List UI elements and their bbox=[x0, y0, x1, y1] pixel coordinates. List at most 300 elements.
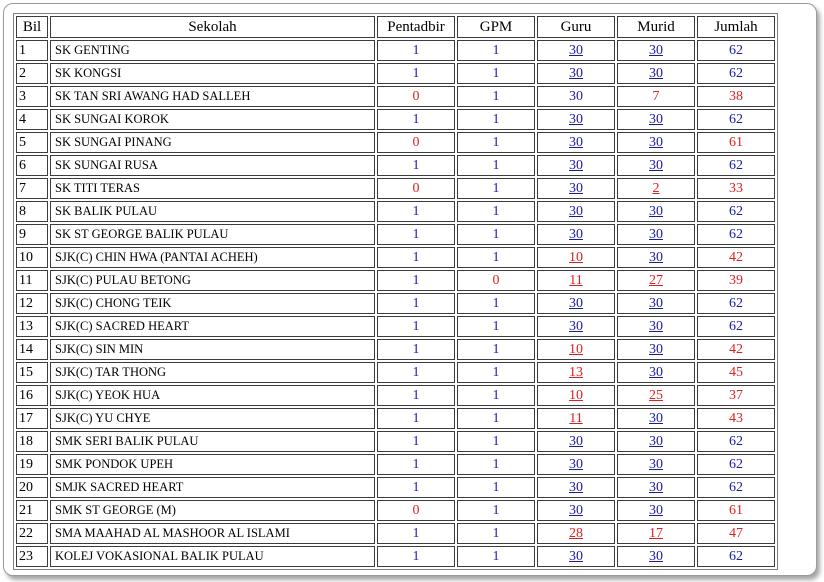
guru-cell bbox=[537, 201, 615, 222]
jumlah-count: 62 bbox=[729, 66, 743, 81]
school-name: SJK(C) CHONG TEIK bbox=[50, 293, 375, 314]
table-row bbox=[16, 86, 775, 107]
jumlah-count: 33 bbox=[729, 181, 743, 196]
pentadbir-count: 1 bbox=[412, 526, 420, 541]
pentadbir-cell bbox=[377, 339, 455, 360]
pentadbir-count: 0 bbox=[412, 135, 420, 150]
murid-cell bbox=[617, 454, 695, 475]
guru-cell bbox=[537, 63, 615, 84]
gpm-cell bbox=[457, 408, 535, 429]
table-row bbox=[16, 247, 775, 268]
guru-count-link[interactable]: 30 bbox=[569, 204, 583, 219]
jumlah-cell bbox=[697, 477, 775, 498]
school-name: SMK ST GEORGE (M) bbox=[50, 500, 375, 521]
row-number: 6 bbox=[16, 155, 48, 176]
gpm-count: 1 bbox=[492, 43, 500, 58]
murid-cell bbox=[617, 339, 695, 360]
gpm-count: 1 bbox=[492, 296, 500, 311]
school-name: SK SUNGAI RUSA bbox=[50, 155, 375, 176]
school-name: SK BALIK PULAU bbox=[50, 201, 375, 222]
pentadbir-count: 1 bbox=[412, 250, 420, 265]
pentadbir-count: 1 bbox=[412, 43, 420, 58]
guru-cell bbox=[537, 362, 615, 383]
gpm-cell bbox=[457, 270, 535, 291]
table-row bbox=[16, 293, 775, 314]
gpm-cell bbox=[457, 339, 535, 360]
jumlah-count: 61 bbox=[729, 503, 743, 518]
school-name: SJK(C) SIN MIN bbox=[50, 339, 375, 360]
table-row bbox=[16, 132, 775, 153]
gpm-cell bbox=[457, 362, 535, 383]
pentadbir-count: 1 bbox=[412, 480, 420, 495]
table-row bbox=[16, 408, 775, 429]
murid-cell bbox=[617, 63, 695, 84]
guru-count-link[interactable]: 28 bbox=[569, 526, 583, 541]
murid-cell bbox=[617, 109, 695, 130]
guru-count-link[interactable]: 30 bbox=[569, 503, 583, 518]
school-name: SK TITI TERAS bbox=[50, 178, 375, 199]
row-number: 1 bbox=[16, 40, 48, 61]
gpm-count: 1 bbox=[492, 181, 500, 196]
pentadbir-count: 1 bbox=[412, 388, 420, 403]
guru-cell bbox=[537, 546, 615, 567]
pentadbir-count: 1 bbox=[412, 411, 420, 426]
table-row bbox=[16, 454, 775, 475]
murid-cell bbox=[617, 201, 695, 222]
school-name: SJK(C) PULAU BETONG bbox=[50, 270, 375, 291]
pentadbir-count: 1 bbox=[412, 296, 420, 311]
murid-count-link[interactable]: 30 bbox=[649, 135, 663, 150]
guru-count-link[interactable]: 30 bbox=[569, 434, 583, 449]
pentadbir-cell bbox=[377, 224, 455, 245]
guru-count-link[interactable]: 30 bbox=[569, 135, 583, 150]
jumlah-count: 62 bbox=[729, 434, 743, 449]
jumlah-cell bbox=[697, 155, 775, 176]
jumlah-cell bbox=[697, 316, 775, 337]
school-name: SJK(C) YEOK HUA bbox=[50, 385, 375, 406]
school-name: KOLEJ VOKASIONAL BALIK PULAU bbox=[50, 546, 375, 567]
gpm-cell bbox=[457, 523, 535, 544]
header-guru: Guru bbox=[537, 16, 615, 38]
murid-count-link[interactable]: 30 bbox=[649, 503, 663, 518]
gpm-count: 1 bbox=[492, 250, 500, 265]
gpm-cell bbox=[457, 293, 535, 314]
pentadbir-cell bbox=[377, 523, 455, 544]
row-number: 17 bbox=[16, 408, 48, 429]
murid-cell bbox=[617, 40, 695, 61]
murid-cell bbox=[617, 316, 695, 337]
row-number: 8 bbox=[16, 201, 48, 222]
murid-cell bbox=[617, 224, 695, 245]
gpm-count: 1 bbox=[492, 227, 500, 242]
guru-count-link[interactable]: 13 bbox=[569, 365, 583, 380]
row-number: 10 bbox=[16, 247, 48, 268]
guru-cell bbox=[537, 408, 615, 429]
pentadbir-cell bbox=[377, 201, 455, 222]
murid-count-link[interactable]: 30 bbox=[649, 296, 663, 311]
jumlah-cell bbox=[697, 546, 775, 567]
jumlah-count: 43 bbox=[729, 411, 743, 426]
pentadbir-count: 1 bbox=[412, 112, 420, 127]
table-row bbox=[16, 431, 775, 452]
pentadbir-cell bbox=[377, 109, 455, 130]
gpm-cell bbox=[457, 132, 535, 153]
guru-count-link[interactable]: 30 bbox=[569, 296, 583, 311]
jumlah-cell bbox=[697, 339, 775, 360]
guru-count-link[interactable]: 11 bbox=[569, 411, 583, 426]
row-number: 21 bbox=[16, 500, 48, 521]
murid-count-link[interactable]: 2 bbox=[652, 181, 660, 196]
gpm-cell bbox=[457, 431, 535, 452]
header-row bbox=[16, 16, 775, 38]
murid-cell bbox=[617, 178, 695, 199]
gpm-cell bbox=[457, 454, 535, 475]
murid-count-link[interactable]: 30 bbox=[649, 342, 663, 357]
guru-cell bbox=[537, 454, 615, 475]
murid-cell bbox=[617, 431, 695, 452]
pentadbir-count: 1 bbox=[412, 365, 420, 380]
row-number: 14 bbox=[16, 339, 48, 360]
guru-count-link[interactable]: 11 bbox=[569, 273, 583, 288]
pentadbir-count: 1 bbox=[412, 273, 420, 288]
row-number: 15 bbox=[16, 362, 48, 383]
murid-cell bbox=[617, 362, 695, 383]
murid-count-link[interactable]: 30 bbox=[649, 434, 663, 449]
guru-cell bbox=[537, 500, 615, 521]
table-row bbox=[16, 109, 775, 130]
jumlah-count: 62 bbox=[729, 457, 743, 472]
murid-count-link[interactable]: 25 bbox=[649, 388, 663, 403]
murid-cell bbox=[617, 86, 695, 107]
guru-count-link[interactable]: 10 bbox=[569, 342, 583, 357]
gpm-count: 1 bbox=[492, 135, 500, 150]
guru-cell bbox=[537, 339, 615, 360]
gpm-cell bbox=[457, 316, 535, 337]
jumlah-count: 62 bbox=[729, 227, 743, 242]
pentadbir-cell bbox=[377, 408, 455, 429]
gpm-cell bbox=[457, 500, 535, 521]
murid-count-link[interactable]: 30 bbox=[649, 549, 663, 564]
row-number: 7 bbox=[16, 178, 48, 199]
jumlah-cell bbox=[697, 385, 775, 406]
murid-count-link[interactable]: 30 bbox=[649, 43, 663, 58]
guru-cell bbox=[537, 155, 615, 176]
pentadbir-cell bbox=[377, 63, 455, 84]
guru-count-link[interactable]: 30 bbox=[569, 112, 583, 127]
pentadbir-cell bbox=[377, 477, 455, 498]
row-number: 4 bbox=[16, 109, 48, 130]
school-name: SK SUNGAI PINANG bbox=[50, 132, 375, 153]
pentadbir-cell bbox=[377, 132, 455, 153]
gpm-cell bbox=[457, 86, 535, 107]
table-row bbox=[16, 155, 775, 176]
header-pentadbir: Pentadbir bbox=[377, 16, 455, 38]
pentadbir-cell bbox=[377, 316, 455, 337]
table-row bbox=[16, 546, 775, 567]
school-name: SMJK SACRED HEART bbox=[50, 477, 375, 498]
gpm-cell bbox=[457, 385, 535, 406]
pentadbir-cell bbox=[377, 270, 455, 291]
gpm-cell bbox=[457, 109, 535, 130]
murid-count-link[interactable]: 30 bbox=[649, 480, 663, 495]
row-number: 16 bbox=[16, 385, 48, 406]
table-row bbox=[16, 339, 775, 360]
table-row bbox=[16, 523, 775, 544]
pentadbir-cell bbox=[377, 155, 455, 176]
pentadbir-count: 1 bbox=[412, 158, 420, 173]
table-row bbox=[16, 63, 775, 84]
murid-count-link[interactable]: 30 bbox=[649, 319, 663, 334]
pentadbir-cell bbox=[377, 362, 455, 383]
table-row bbox=[16, 362, 775, 383]
guru-cell bbox=[537, 224, 615, 245]
pentadbir-count: 1 bbox=[412, 319, 420, 334]
jumlah-count: 62 bbox=[729, 158, 743, 173]
pentadbir-cell bbox=[377, 500, 455, 521]
murid-cell bbox=[617, 523, 695, 544]
gpm-cell bbox=[457, 40, 535, 61]
guru-cell bbox=[537, 293, 615, 314]
pentadbir-count: 0 bbox=[412, 503, 420, 518]
school-name: SK ST GEORGE BALIK PULAU bbox=[50, 224, 375, 245]
guru-cell bbox=[537, 178, 615, 199]
school-name: SK TAN SRI AWANG HAD SALLEH bbox=[50, 86, 375, 107]
row-number: 13 bbox=[16, 316, 48, 337]
jumlah-cell bbox=[697, 63, 775, 84]
gpm-cell bbox=[457, 178, 535, 199]
pentadbir-cell bbox=[377, 86, 455, 107]
murid-cell bbox=[617, 247, 695, 268]
guru-count-link[interactable]: 30 bbox=[569, 43, 583, 58]
guru-cell bbox=[537, 523, 615, 544]
pentadbir-count: 0 bbox=[412, 89, 420, 104]
jumlah-cell bbox=[697, 201, 775, 222]
gpm-count: 1 bbox=[492, 480, 500, 495]
jumlah-count: 61 bbox=[729, 135, 743, 150]
school-name: SMK SERI BALIK PULAU bbox=[50, 431, 375, 452]
murid-cell bbox=[617, 500, 695, 521]
guru-cell bbox=[537, 247, 615, 268]
murid-count-link[interactable]: 30 bbox=[649, 158, 663, 173]
pentadbir-count: 0 bbox=[412, 181, 420, 196]
murid-cell bbox=[617, 132, 695, 153]
murid-count-link[interactable]: 30 bbox=[649, 457, 663, 472]
gpm-count: 1 bbox=[492, 365, 500, 380]
pentadbir-count: 1 bbox=[412, 549, 420, 564]
guru-count-link[interactable]: 30 bbox=[569, 227, 583, 242]
jumlah-cell bbox=[697, 132, 775, 153]
guru-cell bbox=[537, 109, 615, 130]
gpm-count: 1 bbox=[492, 411, 500, 426]
jumlah-cell bbox=[697, 224, 775, 245]
guru-count-link[interactable]: 30 bbox=[569, 181, 583, 196]
gpm-cell bbox=[457, 247, 535, 268]
gpm-count: 1 bbox=[492, 457, 500, 472]
pentadbir-count: 1 bbox=[412, 227, 420, 242]
table-row bbox=[16, 201, 775, 222]
table-row bbox=[16, 316, 775, 337]
school-name: SJK(C) CHIN HWA (PANTAI ACHEH) bbox=[50, 247, 375, 268]
murid-count: 7 bbox=[652, 89, 660, 104]
pentadbir-cell bbox=[377, 178, 455, 199]
jumlah-cell bbox=[697, 247, 775, 268]
gpm-cell bbox=[457, 477, 535, 498]
jumlah-count: 42 bbox=[729, 342, 743, 357]
school-name: SJK(C) TAR THONG bbox=[50, 362, 375, 383]
guru-cell bbox=[537, 132, 615, 153]
jumlah-cell bbox=[697, 178, 775, 199]
row-number: 20 bbox=[16, 477, 48, 498]
gpm-cell bbox=[457, 63, 535, 84]
school-name: SK KONGSI bbox=[50, 63, 375, 84]
jumlah-count: 62 bbox=[729, 43, 743, 58]
pentadbir-count: 1 bbox=[412, 204, 420, 219]
murid-cell bbox=[617, 408, 695, 429]
murid-cell bbox=[617, 385, 695, 406]
table-row bbox=[16, 40, 775, 61]
guru-cell bbox=[537, 431, 615, 452]
pentadbir-cell bbox=[377, 546, 455, 567]
guru-count-link[interactable]: 10 bbox=[569, 250, 583, 265]
gpm-count: 1 bbox=[492, 112, 500, 127]
jumlah-count: 62 bbox=[729, 549, 743, 564]
row-number: 18 bbox=[16, 431, 48, 452]
guru-count-link[interactable]: 10 bbox=[569, 388, 583, 403]
jumlah-cell bbox=[697, 500, 775, 521]
guru-count-link[interactable]: 30 bbox=[569, 549, 583, 564]
jumlah-cell bbox=[697, 523, 775, 544]
jumlah-cell bbox=[697, 362, 775, 383]
pentadbir-count: 1 bbox=[412, 434, 420, 449]
table-row bbox=[16, 477, 775, 498]
murid-cell bbox=[617, 477, 695, 498]
jumlah-count: 42 bbox=[729, 250, 743, 265]
row-number: 19 bbox=[16, 454, 48, 475]
pentadbir-count: 1 bbox=[412, 457, 420, 472]
murid-count-link[interactable]: 17 bbox=[649, 526, 663, 541]
gpm-cell bbox=[457, 201, 535, 222]
table-row bbox=[16, 224, 775, 245]
table-row bbox=[16, 178, 775, 199]
row-number: 11 bbox=[16, 270, 48, 291]
murid-count-link[interactable]: 27 bbox=[649, 273, 663, 288]
pentadbir-cell bbox=[377, 247, 455, 268]
guru-cell bbox=[537, 40, 615, 61]
school-name: SJK(C) YU CHYE bbox=[50, 408, 375, 429]
gpm-count: 1 bbox=[492, 503, 500, 518]
guru-cell bbox=[537, 477, 615, 498]
murid-count-link[interactable]: 30 bbox=[649, 204, 663, 219]
jumlah-count: 62 bbox=[729, 319, 743, 334]
guru-cell bbox=[537, 316, 615, 337]
pentadbir-cell bbox=[377, 40, 455, 61]
header-bil: Bil bbox=[16, 16, 48, 38]
school-name: SMK PONDOK UPEH bbox=[50, 454, 375, 475]
guru-count-link[interactable]: 30 bbox=[569, 66, 583, 81]
header-murid: Murid bbox=[617, 16, 695, 38]
jumlah-cell bbox=[697, 454, 775, 475]
header-jumlah: Jumlah bbox=[697, 16, 775, 38]
jumlah-cell bbox=[697, 40, 775, 61]
gpm-cell bbox=[457, 224, 535, 245]
guru-cell bbox=[537, 385, 615, 406]
guru-count-link[interactable]: 30 bbox=[569, 480, 583, 495]
jumlah-cell bbox=[697, 86, 775, 107]
table-row bbox=[16, 385, 775, 406]
pentadbir-cell bbox=[377, 454, 455, 475]
pentadbir-count: 1 bbox=[412, 342, 420, 357]
gpm-count: 1 bbox=[492, 388, 500, 403]
school-name: SK SUNGAI KOROK bbox=[50, 109, 375, 130]
row-number: 22 bbox=[16, 523, 48, 544]
murid-cell bbox=[617, 270, 695, 291]
gpm-count: 1 bbox=[492, 89, 500, 104]
jumlah-cell bbox=[697, 109, 775, 130]
jumlah-count: 45 bbox=[729, 365, 743, 380]
pentadbir-cell bbox=[377, 293, 455, 314]
jumlah-cell bbox=[697, 408, 775, 429]
jumlah-count: 62 bbox=[729, 204, 743, 219]
guru-cell bbox=[537, 270, 615, 291]
jumlah-cell bbox=[697, 293, 775, 314]
table-row bbox=[16, 270, 775, 291]
row-number: 3 bbox=[16, 86, 48, 107]
table-body bbox=[16, 40, 775, 567]
gpm-count: 1 bbox=[492, 342, 500, 357]
murid-count-link[interactable]: 30 bbox=[649, 250, 663, 265]
row-number: 12 bbox=[16, 293, 48, 314]
jumlah-cell bbox=[697, 270, 775, 291]
school-name: SK GENTING bbox=[50, 40, 375, 61]
header-sekolah: Sekolah bbox=[50, 16, 375, 38]
murid-cell bbox=[617, 546, 695, 567]
school-name: SJK(C) SACRED HEART bbox=[50, 316, 375, 337]
guru-count-link[interactable]: 30 bbox=[569, 457, 583, 472]
jumlah-count: 38 bbox=[729, 89, 743, 104]
pentadbir-cell bbox=[377, 385, 455, 406]
murid-count-link[interactable]: 30 bbox=[649, 227, 663, 242]
murid-count-link[interactable]: 30 bbox=[649, 411, 663, 426]
gpm-count: 1 bbox=[492, 204, 500, 219]
gpm-count: 1 bbox=[492, 158, 500, 173]
pentadbir-cell bbox=[377, 431, 455, 452]
gpm-count: 0 bbox=[492, 273, 500, 288]
row-number: 5 bbox=[16, 132, 48, 153]
gpm-count: 1 bbox=[492, 526, 500, 541]
murid-count-link[interactable]: 30 bbox=[649, 66, 663, 81]
jumlah-cell bbox=[697, 431, 775, 452]
guru-count-link[interactable]: 30 bbox=[569, 158, 583, 173]
table-row bbox=[16, 500, 775, 521]
guru-count: 30 bbox=[569, 89, 583, 104]
school-table bbox=[13, 13, 778, 570]
gpm-count: 1 bbox=[492, 549, 500, 564]
gpm-count: 1 bbox=[492, 434, 500, 449]
murid-cell bbox=[617, 293, 695, 314]
row-number: 23 bbox=[16, 546, 48, 567]
jumlah-count: 39 bbox=[729, 273, 743, 288]
guru-cell bbox=[537, 86, 615, 107]
gpm-cell bbox=[457, 546, 535, 567]
school-name: SMA MAAHAD AL MASHOOR AL ISLAMI bbox=[50, 523, 375, 544]
jumlah-count: 62 bbox=[729, 480, 743, 495]
gpm-count: 1 bbox=[492, 66, 500, 81]
pentadbir-count: 1 bbox=[412, 66, 420, 81]
murid-cell bbox=[617, 155, 695, 176]
murid-count-link[interactable]: 30 bbox=[649, 112, 663, 127]
murid-count-link[interactable]: 30 bbox=[649, 365, 663, 380]
guru-count-link[interactable]: 30 bbox=[569, 319, 583, 334]
